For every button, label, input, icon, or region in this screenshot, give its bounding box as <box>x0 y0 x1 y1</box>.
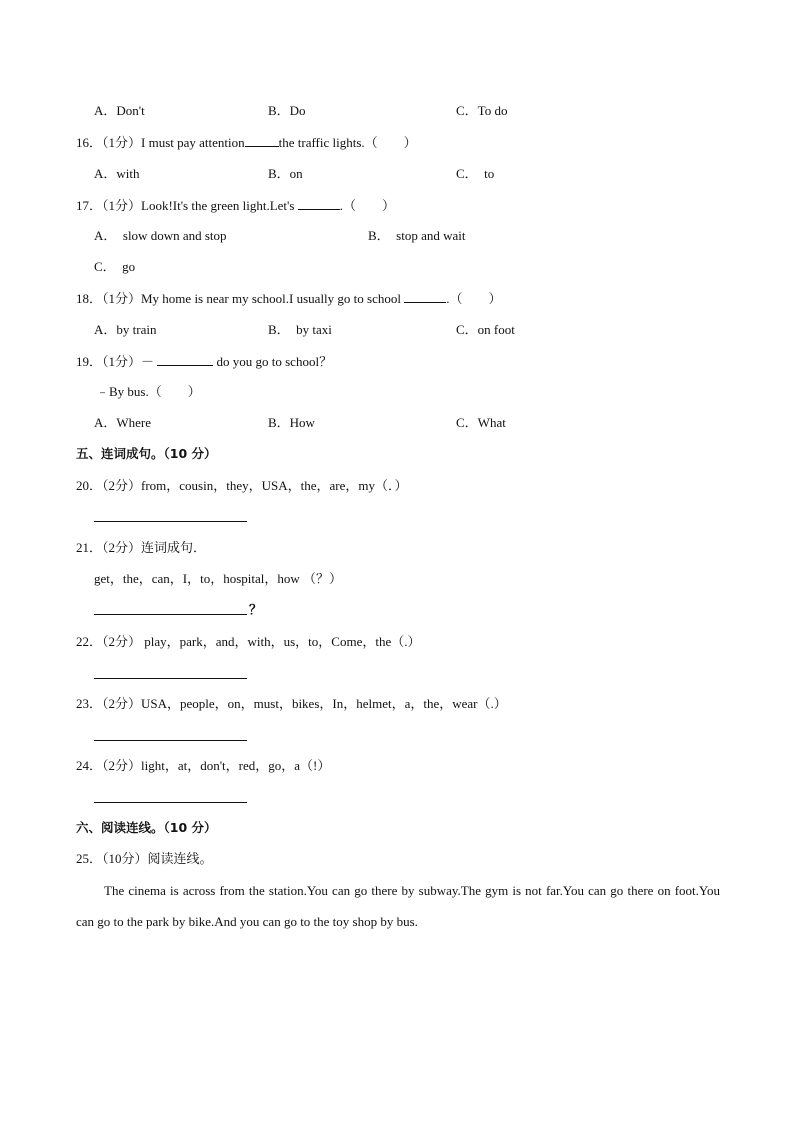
q17-option-b: B． stop and wait <box>368 228 466 243</box>
question-18-tail: .（ ） <box>446 291 502 306</box>
q16-option-c: C． to <box>456 166 495 181</box>
q15-option-a: A．Don't <box>94 103 145 118</box>
question-18-stem: 18．（1分）My home is near my school.I usually go to school <box>76 291 401 306</box>
question-21-answer-line <box>94 614 247 615</box>
section-6-heading: 六、阅读连线。（10 分） <box>76 820 217 835</box>
question-23: 23．（2分）USA，people，on，must，bikes，In，helmet，a，the，wear（.） <box>76 696 507 711</box>
question-17 <box>76 197 395 214</box>
question-23-answer-line <box>94 740 247 741</box>
question-24: 24．（2分）light，at，don't，red，go，a（!） <box>76 758 331 773</box>
q19-option-c: C．What <box>456 415 506 430</box>
question-22: 22．（2分） play，park，and，with，us，to，Come，the（.） <box>76 634 421 649</box>
question-16-blank <box>245 134 279 147</box>
question-19-response: ﹣By bus.（ ） <box>96 384 201 399</box>
q16-option-a: A．with <box>94 166 140 181</box>
question-19-stem: 19．（1分）－ <box>76 354 155 369</box>
question-19 <box>76 353 332 370</box>
question-21-title: 21．（2分）连词成句． <box>76 540 207 555</box>
question-19-blank <box>157 353 213 366</box>
q19-option-b: B．How <box>268 415 315 430</box>
question-16 <box>76 134 417 151</box>
question-20-answer-line <box>94 521 247 522</box>
q17-option-a: A． slow down and stop <box>94 228 227 243</box>
q19-option-a: A．Where <box>94 415 152 430</box>
question-25-title: 25．（10分）阅读连线。 <box>76 851 213 866</box>
q18-option-b: B． by taxi <box>268 322 332 337</box>
question-16-tail: the traffic lights.（ ） <box>278 135 417 150</box>
q15-option-b: B．Do <box>268 103 306 118</box>
question-18 <box>76 290 501 307</box>
question-24-answer-line <box>94 802 247 803</box>
question-20: 20．（2分）from，cousin，they，USA，the，are，my（．） <box>76 478 408 493</box>
question-22-answer-line <box>94 678 247 679</box>
q15-option-c: C．To do <box>456 103 508 118</box>
q18-option-a: A．by train <box>94 322 157 337</box>
reading-passage: The cinema is across from the station.You can go there by subway.The gym is not far.You can go there on foot.You can go to the park by bike.And you can go to the toy shop by bus. <box>76 883 720 929</box>
question-19-tail: do you go to school？ <box>216 354 333 369</box>
question-17-blank <box>298 197 340 210</box>
question-16-stem: 16．（1分）I must pay attention <box>76 135 245 150</box>
q17-option-c: C． go <box>94 259 136 274</box>
section-5-heading: 五、连词成句。（10 分） <box>76 446 217 461</box>
question-17-tail: .（ ） <box>339 198 395 213</box>
question-18-blank <box>404 290 446 303</box>
question-17-stem: 17．（1分）Look!It's the green light.Let's <box>76 198 295 213</box>
question-21-end-mark: ？ <box>249 602 263 617</box>
q16-option-b: B．on <box>268 166 303 181</box>
q18-option-c: C．on foot <box>456 322 515 337</box>
question-21-words: get，the，can，I，to，hospital，how （？） <box>94 571 343 586</box>
